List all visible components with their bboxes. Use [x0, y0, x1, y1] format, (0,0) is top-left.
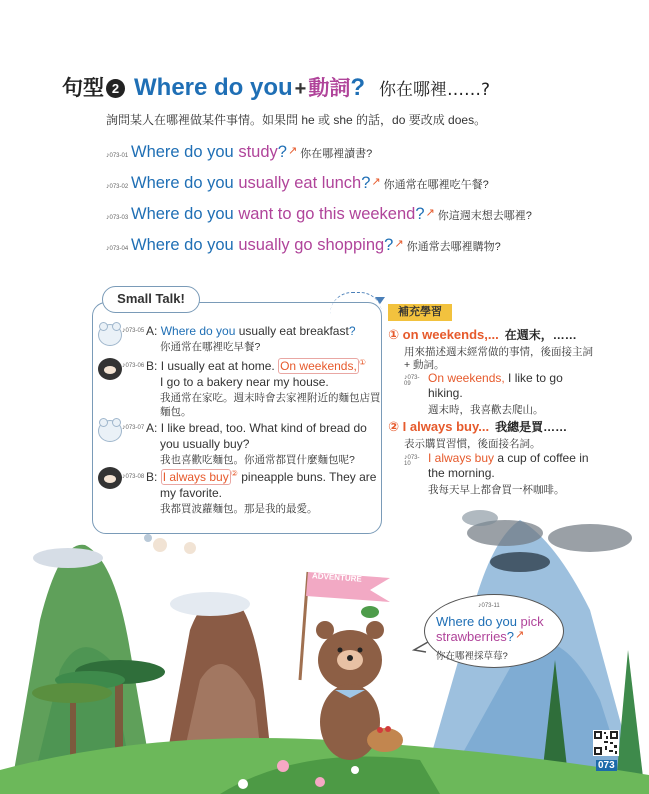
heading-number-badge: 2: [106, 79, 125, 98]
pattern-lead: Where do you: [131, 174, 239, 192]
dialogue-english: [146, 359, 390, 373]
pattern-verb: want to go this weekend: [238, 205, 416, 223]
dialogue-line-1: [125, 324, 356, 354]
example-chinese: 週末時，我喜歡去爬山。: [428, 404, 544, 416]
supplement-heading: [388, 326, 593, 343]
dialogue-chinese: 我都買波蘿麵包。那是我的最愛。: [160, 503, 318, 515]
audio-track[interactable]: ♪ 073-04: [106, 245, 128, 252]
pattern-chinese: 你通常去哪裡購物?: [406, 241, 501, 253]
pattern-line-4: [106, 236, 501, 255]
supplement-example-2: [404, 451, 589, 497]
example-english: [428, 371, 563, 386]
speech-bubble-tail: [412, 640, 430, 654]
dialogue-chinese: 你通常在哪裡吃早餐?: [160, 341, 261, 353]
supplement-label: 補充學習: [388, 304, 452, 321]
bubble-object: strawberries: [436, 629, 507, 644]
dialogue-chinese: 我也喜歡吃麵包。你通常都買什麼麵包呢?: [160, 454, 355, 466]
bubble-verb: pick: [520, 614, 544, 629]
rising-intonation-icon: ↗: [394, 238, 404, 250]
dialogue-text: I like bread, too. What kind of bread do: [160, 421, 367, 435]
footnote-marker: ②: [230, 469, 238, 478]
audio-track[interactable]: ♪ 073-09: [404, 374, 426, 387]
dialogue-line-3: [125, 421, 367, 467]
example-text: a cup of coffee in: [494, 451, 589, 465]
example-text: I like to go: [504, 371, 563, 385]
pattern-line-1: [106, 143, 372, 162]
dialogue-end: ?: [348, 324, 356, 338]
section-heading: [62, 72, 490, 102]
heading-question-mark: ?: [350, 74, 366, 101]
bubble-end: ?: [506, 629, 515, 644]
rising-intonation-icon: ↗: [425, 207, 435, 219]
supplement-item-2: [388, 418, 567, 451]
qr-code-icon[interactable]: [593, 730, 619, 756]
pattern-end: ?: [384, 236, 394, 254]
pattern-verb: usually eat lunch: [238, 174, 362, 192]
dialogue-highlight: Where do you: [160, 324, 236, 338]
bear-avatar-icon: [98, 324, 122, 346]
dialogue-english: [146, 324, 356, 338]
supplement-description: 表示購買習慣，後面接名詞。: [404, 438, 541, 450]
speaker: A:: [146, 421, 158, 435]
pattern-verb: study: [238, 143, 278, 161]
audio-track[interactable]: ♪ 073-03: [106, 214, 128, 221]
pattern-chinese: 你在哪裡讀書?: [300, 148, 373, 160]
item-phrase: on weekends,...: [402, 327, 499, 342]
rising-intonation-icon: ↗: [371, 176, 381, 188]
example-english: [428, 451, 589, 466]
pattern-chinese: 你通常在哪裡吃午餐?: [383, 179, 489, 191]
rising-intonation-icon: ↗: [515, 629, 525, 641]
dialogue-text: pineapple buns. They are: [237, 470, 377, 484]
heading-english: Where do you: [134, 74, 293, 101]
page-number: 073: [598, 760, 615, 771]
example-highlight: On weekends,: [428, 371, 505, 385]
dog-avatar-icon: [98, 467, 122, 489]
heading-verb: 動詞: [308, 76, 351, 100]
pattern-end: ?: [277, 143, 287, 161]
item-phrase-chinese: 我總是買……: [495, 420, 568, 434]
dialogue-english: [146, 421, 367, 435]
audio-track[interactable]: ♪ 073-08: [122, 473, 144, 480]
example-chinese: 我每天早上都會買一杯咖啡。: [428, 484, 565, 496]
heading-prefix: 句型: [62, 76, 104, 100]
bear-avatar-icon: [98, 420, 122, 442]
supplement-heading: [388, 418, 567, 435]
audio-track[interactable]: ♪ 073-05: [122, 327, 144, 334]
arrow-to-supplement-icon: [330, 292, 382, 314]
pattern-verb: usually go shopping: [238, 236, 385, 254]
audio-track[interactable]: ♪ 073-06: [122, 362, 144, 369]
footnote-marker: ①: [358, 358, 366, 367]
audio-track[interactable]: ♪ 073-07: [122, 424, 144, 431]
supplement-item-1: [388, 326, 593, 372]
bubble-chinese: 你在哪裡採草莓?: [436, 651, 508, 662]
pattern-english: [131, 236, 393, 255]
item-phrase-chinese: 在週末，……: [504, 328, 577, 342]
supplement-description-cont: + 動詞。: [404, 359, 445, 371]
pattern-line-2: [106, 174, 489, 193]
pattern-lead: Where do you: [131, 205, 239, 223]
dialogue-line-4: [125, 469, 377, 516]
pattern-end: ?: [415, 205, 425, 223]
intro-text: 詢問某人在哪裡做某件事情。如果問 he 或 she 的話，do 要改成 does。: [106, 113, 487, 127]
bubble-lead: Where do you: [436, 614, 521, 629]
dialogue-highlight: On weekends,: [280, 359, 357, 373]
dialogue-text: I usually eat at home.: [160, 359, 279, 373]
speaker: B:: [146, 470, 158, 484]
dialogue-english-cont: I go to a bakery near my house.: [160, 375, 329, 389]
audio-track[interactable]: ♪ 073-10: [404, 454, 426, 467]
pattern-line-3: [106, 205, 532, 224]
example-english-cont: hiking.: [428, 386, 463, 400]
pattern-english: [131, 205, 425, 224]
supplement-description: 用來描述週末經常做的事情，後面接主詞: [404, 346, 593, 358]
dialogue-highlight: I always buy: [162, 470, 229, 484]
supplement-example-1: [404, 371, 563, 417]
dialogue-chinese: 我通常在家吃。週末時會去家裡附近的麵包店買麵包。: [160, 392, 381, 418]
heading-translation: 你在哪裡……?: [379, 80, 491, 100]
flag-text: ADVENTURE: [311, 571, 363, 584]
item-phrase: I always buy...: [402, 419, 490, 434]
audio-track[interactable]: ♪ 073-02: [106, 183, 128, 190]
example-highlight: I always buy: [428, 451, 495, 465]
dog-avatar-icon: [98, 358, 122, 380]
rising-intonation-icon: ↗: [287, 145, 298, 157]
heading-plus: +: [294, 78, 307, 100]
dialogue-english-cont: my favorite.: [160, 486, 223, 500]
audio-track[interactable]: ♪ 073-11: [478, 602, 500, 609]
dialogue-text: usually eat breakfast: [235, 324, 349, 338]
pattern-end: ?: [361, 174, 371, 192]
bubble-english: [436, 614, 566, 646]
audio-track[interactable]: ♪ 073-01: [106, 152, 128, 159]
speaker: B:: [146, 359, 158, 373]
speaker: A:: [146, 324, 158, 338]
pattern-english: [131, 143, 287, 162]
dialogue-line-2: [125, 358, 390, 419]
dialogue-english-cont: you usually buy?: [160, 437, 250, 451]
item-number: ①: [388, 327, 400, 342]
item-number: ②: [388, 419, 400, 434]
pattern-english: [131, 174, 370, 193]
example-english-cont: the morning.: [428, 466, 495, 480]
pattern-lead: Where do you: [131, 143, 239, 161]
pattern-chinese: 你這週末想去哪裡?: [437, 210, 532, 222]
pattern-lead: Where do you: [131, 236, 239, 254]
dialogue-english: [146, 470, 376, 484]
small-talk-label: Small Talk!: [102, 286, 200, 313]
